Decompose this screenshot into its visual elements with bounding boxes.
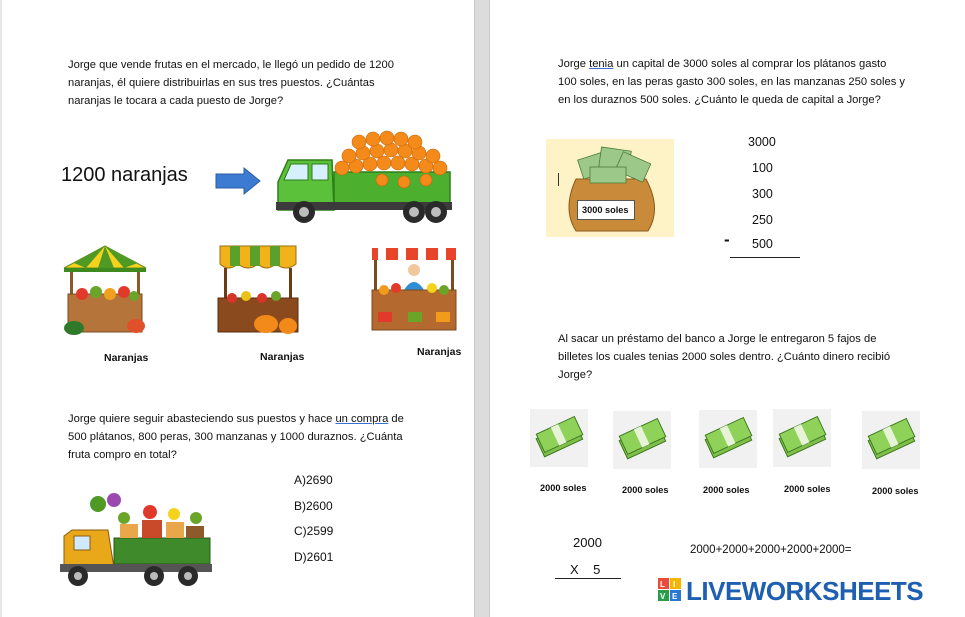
cash-bundle-image-4 [773, 409, 831, 467]
bundle-label-4: 2000 soles [784, 484, 831, 494]
subtraction-value-1: 3000 [748, 135, 776, 149]
underlined-phrase: un compra [335, 413, 389, 425]
bundle-label-1: 2000 soles [540, 483, 587, 493]
cash-bundle-image-5 [862, 411, 920, 469]
multiplication-bottom: X 5 [570, 562, 601, 577]
multiplication-result-line [555, 578, 621, 579]
answer-option-d[interactable]: D)2601 [294, 550, 334, 564]
answer-option-a[interactable]: A)2690 [294, 473, 333, 487]
subtraction-value-3: 300 [752, 187, 773, 201]
svg-text:L: L [660, 580, 665, 589]
stall-label-2: Naranjas [260, 351, 305, 363]
multiplication-top: 2000 [573, 535, 602, 550]
answer-option-b[interactable]: B)2600 [294, 499, 333, 513]
svg-text:I: I [673, 580, 676, 589]
minus-sign: - [724, 230, 730, 249]
liveworksheets-brand: LIVEWORKSHEETS [686, 576, 924, 606]
question-3-text: Jorge tenia un capital de 3000 soles al comprar los plátanos gasto 100 soles, en las peras gasto 300 soles, en las manzanas 250 soles y en los duraznos 500 soles. ¿Cuánto le queda de capital a Jorge? [558, 58, 906, 106]
svg-text:V: V [660, 592, 666, 601]
question-1-text: Jorge que vende frutas en el mercado, le llegó un pedido de 1200 naranjas, él quiere distribuirlas en sus tres puestos. ¿Cuántas naranjas le tocara a cada puesto de Jorge? [68, 59, 394, 107]
subtraction-value-4: 250 [752, 213, 773, 227]
bundle-label-5: 2000 soles [872, 486, 919, 496]
cash-bundle-image-2 [613, 411, 671, 469]
orange-truck-image [274, 130, 456, 226]
answer-option-c[interactable]: C)2599 [294, 524, 334, 538]
cash-bundle-image-3 [699, 410, 757, 468]
subtraction-value-5: 500 [752, 237, 773, 251]
bundle-label-3: 2000 soles [703, 485, 750, 495]
money-bag-image [546, 139, 674, 237]
page-gutter [474, 0, 490, 617]
oranges-count-label: 1200 naranjas [61, 164, 188, 186]
svg-text:E: E [672, 592, 678, 601]
question-2-text: Jorge quiere seguir abasteciendo sus puestos y hace un compra de 500 plátanos, 800 peras, 300 manzanas y 1000 duraznos. ¿Cuánta fruta compro en total? [68, 413, 404, 461]
repeated-sum: 2000+2000+2000+2000+2000= [690, 544, 852, 556]
fruit-stall-image-3 [370, 246, 458, 332]
text-cursor [558, 173, 559, 186]
question-4-text: Al sacar un préstamo del banco a Jorge le entregaron 5 fajos de billetes los cuales tenias 2000 soles dentro. ¿Cuánto dinero recibió Jorge? [558, 333, 891, 381]
underlined-word: tenia [589, 58, 614, 70]
fruit-stall-image-1 [62, 244, 148, 336]
bag-amount-label: 3000 soles [582, 205, 629, 215]
liveworksheets-logo-icon [658, 578, 682, 602]
subtraction-value-2: 100 [752, 161, 773, 175]
vegetable-truck-image [58, 490, 214, 590]
subtraction-result-line [730, 257, 800, 258]
stall-label-3: Naranjas [417, 346, 462, 358]
cash-bundle-image-1 [530, 409, 588, 467]
fruit-stall-image-2 [216, 244, 300, 336]
bundle-label-2: 2000 soles [622, 485, 669, 495]
stall-label-1: Naranjas [104, 352, 149, 364]
right-arrow-icon [216, 168, 262, 194]
